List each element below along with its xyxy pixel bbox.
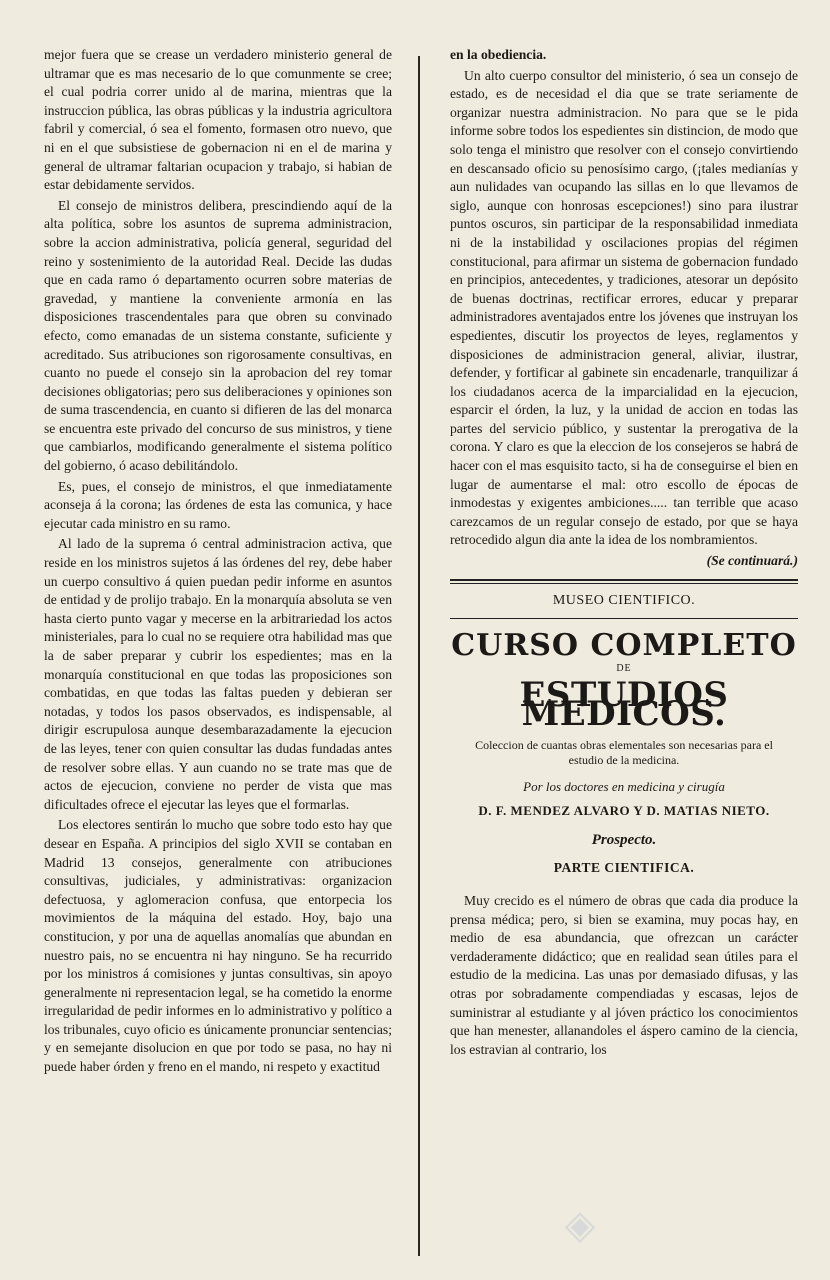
left-paragraph-3: Es, pues, el consejo de ministros, el que inmediatamente aconseja á la corona; las órdenes de esta las comunica, y hace ejecutar cada ministro en su ramo. [44,478,392,531]
left-column [44,46,392,1077]
left-paragraph-2: El consejo de ministros delibera, prescindiendo aquí de la alta política, sobre los asuntos de suprema administracion, sobre la accion administrativa, policía general, seguridad del reino y sostenimiento de la autoridad Real. Decide las dudas que en cada ramo ó departamento ocurren sobre materias de gravedad, y mantiene la conveniente armonía en las disposiciones trascendentales para que obren su convinado efecto, como emanadas de un sistema constante, suficiente y acreditado. Sus atribuciones son rigorosamente consultivas, en cuanto no puede el consejo sin la aprobacion del rey tomar decisiones obligatorias; pero sus deliberaciones y opiniones son de suma trascendencia, en cuanto si difieren de las del monarca se encuentra este privado del concurso de sus ministros, y tiene que cambiarlos, modificando generalmente el sistema político del gobierno, ó acaso debilitándolo. [44,197,392,474]
parte-heading: PARTE CIENTIFICA. [553,860,695,876]
authors-names: D. F. MENDEZ ALVARO Y D. MATIAS NIETO. [478,803,770,819]
column-divider [418,56,420,1256]
de-label: DE [616,662,632,674]
left-paragraph-4: Al lado de la suprema ó central administracion activa, que reside en los ministros sujetos á las órdenes del rey, debe haber un cuerpo consultivo á quien puedan pedir informe en asuntos de entidad y de prolijo trabajo. En la monarquía absoluta se ven hasta cierto punto vagar y mecerse en la arbitrariedad los actos ministeriales, para lo cual no se requiere otra habilidad mas que la de saber preparar y cubrir los espedientes; mas en la monarquía constitucional en que todas las proposiciones son combatidas, en que todas las faltas pueden y debieran ser notadas, y todos los pasos observados, es indispensable, al dirigir escrupulosa aunque desembarazadamente la ejecucion de las leyes, tener con quien consultar las dudas fundadas antes de resolver sobre ellas. Y aun cuando no se trate mas que de actos de ejecucion, conviene no perder de vista que mas dificultades ofrece el ejecutar las leyes que el formarlas. [44,536,392,812]
right-paragraph-last: Muy crecido es el número de obras que cada dia produce la prensa médica; pero, si bien se examina, muy pocas hay, en medio de esa abundancia, que ofrezcan un carácter verdaderamente didáctico; que en realidad sean útiles para el estudio de la medicina. Las unas por demasiado difusas, y las otras por sobradamente compendiadas y escasas, lejos de suministrar al estudiante y al jóven práctico los conocimientos que han menester, allanandoles el áspero camino de la ciencia, los estravian al contrario, los [450,892,798,1057]
continuation-note: (Se continuará.) [706,553,798,569]
library-watermark-icon: ◈ [564,1203,596,1247]
double-rule [450,579,798,584]
estudios-title: ESTUDIOS MEDICOS. [519,675,729,734]
right-paragraph-1: en la obediencia. [450,47,547,62]
left-paragraph-5: Los electores sentirán lo mucho que sobre todo esto hay que desear en España. A principios del siglo XVII se contaban en Madrid 13 consejos, generalmente con atribuciones consultivas, judiciales, y administrativas: organizacion defectuosa, y aglomeracion confusa, que entorpecia los movimientos de la máquina del estado. Hoy, bajo una constitucion, y por una de aquellas anomalías que abundan en nuestro pais, no se encuentra ni hay ninguno. Se ha recurrido por los ministros á comisiones y juntas consultivas, sin apoyo generalmente ni representacion legal, se ha cometido la enorme irregularidad de pedir informes en lo administrativo y político a los tribunales, cuyo oficio es únicamente pronunciar sentencias; y en semejante disolucion en que por todo se pasa, no hay ni puede haber órden y freno en el mando, ni respeto y exactitud [44,817,392,1075]
museo-heading: MUSEO CIENTIFICO. [552,592,696,608]
curso-title: CURSO COMPLETO [451,628,797,664]
prospecto-heading: Prospecto. [591,831,657,848]
authors-intro: Por los doctores en medicina y cirugía [523,778,725,794]
right-column [450,46,798,1059]
single-rule [450,618,798,619]
right-paragraph-2: Un alto cuerpo consultor del ministerio, ó sea un consejo de estado, es de necesidad el dia que se trate seriamente de organizar nuestra administracion. No para que se le pida informe sobre todos los espedientes sin distincion, de modo que solo tenga el ministro que resolver con el consejo convirtiendo en descansado oficio su penosísimo cargo, (¡tales medianías y aun nulidades van ocupando las sillas en lo que llevamos de siglo, aunque con honrosas escepciones!) sino para ilustrar puntos oscuros, sin participar de la responsabilidad inmediata ni de la instabilidad y oscilaciones propias del régimen constitucional, para afirmar un sistema de gobernacion fundado en principios, antecedentes, y tradiciones, atesorar un depósito de buenas doctrinas, rectificar errores, educar y preparar administradores aventajados entre los jóvenes que instruyan los espedientes, discutir los proyectos de leyes, reglamentos y disposiciones de administracion general, aliviar, ilustrar, defender, y fortificar al gabinete sin encadenarle, tranquilizar á los ciudadanos acerca de la imparcialidad en la ejecucion, esparcir el órden, la luz, y la unidad de accion en todas las partes del servicio público, y sustentar la prerogativa de la corona. Y claro es que la eleccion de los consejeros se habrá de hacer con el mas esquisito tacto, si ha de conseguirse el bien en lugar de aumentarse el mal: otro escollo de épocas de inmodestas y exigentes ambiciones..... tan terrible que acaso carezcamos de un regular consejo de estado, por que se haya retrocedido algun dia ante la idea de los nombramientos. [450,67,798,548]
collection-subtitle: Coleccion de cuantas obras elementales son necesarias para el estudio de la medicina. [475,737,773,767]
left-paragraph-1: mejor fuera que se crease un verdadero ministerio general de ultramar que es mas necesario de lo que comunmente se cree; el cual podria correr unido al de marina, mientras que la instruccion pública, las obras públicas y la industria agricultora fabril y comercial, ó sea el fomento, formasen otro nuevo, que ni en el que subsistiese de gobernacion ni en el de marina y general de ultramar faltarian ocupacion y trabajo, si habian de estar debidamente servidos. [44,47,392,193]
